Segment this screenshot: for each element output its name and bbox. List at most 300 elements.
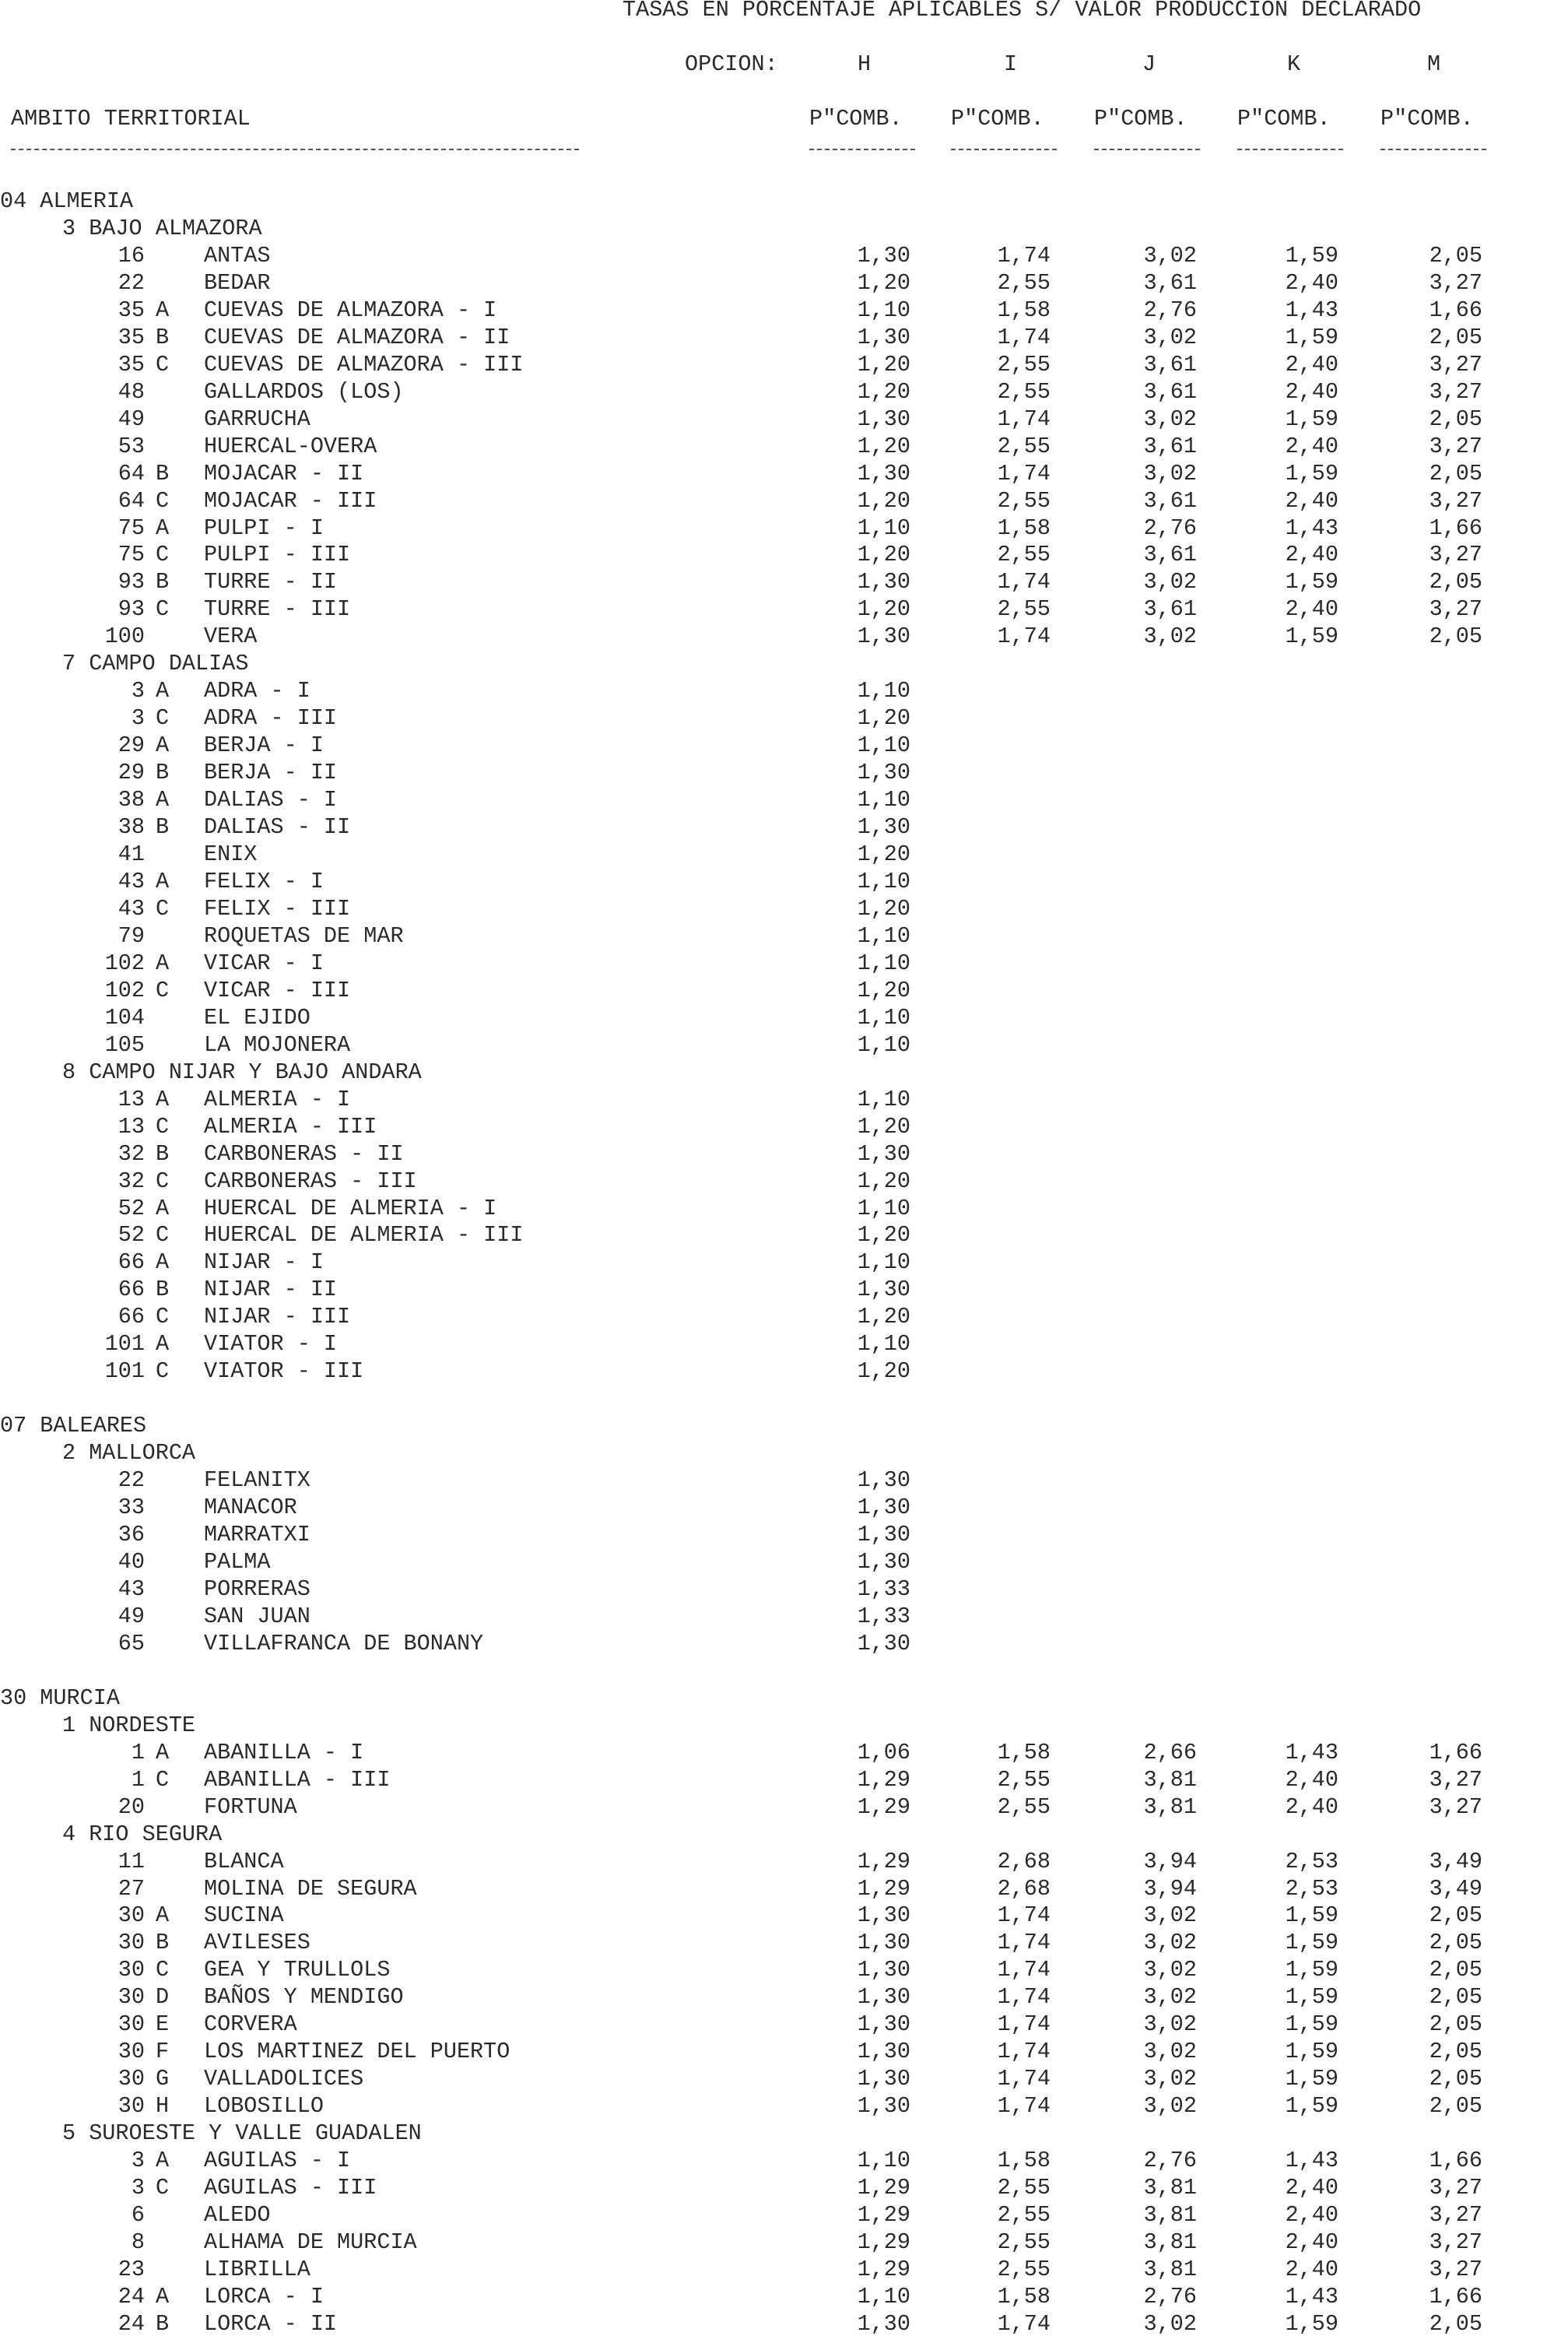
municipality-name: ALEDO [204,2202,271,2229]
municipality-code: 30 [118,1984,145,2011]
rate-value-i: 2,55 [997,378,1051,405]
zone-letter: C [156,487,170,514]
rate-value-j: 3,02 [1143,242,1197,269]
municipality-name: CUEVAS DE ALMAZORA - I [204,297,497,323]
province-heading: 04 ALMERIA [0,188,134,214]
municipality-name: VIATOR - III [204,1358,364,1385]
municipality-name: NIJAR - I [204,1249,324,1276]
rate-value-k: 1,59 [1285,624,1338,650]
municipality-code: 1 [131,1739,145,1765]
municipality-name: BAÑOS Y MENDIGO [204,1984,404,2011]
rate-value-k: 1,59 [1285,2066,1338,2092]
municipality-code: 66 [118,1249,145,1276]
rate-value-j: 3,81 [1143,2202,1197,2229]
rate-value-h: 1,06 [857,1739,910,1765]
municipality-code: 30 [118,1957,145,1983]
municipality-code: 102 [104,950,145,976]
rate-value-j: 3,02 [1143,569,1197,595]
subheader-i: P"COMB. [951,106,1044,132]
municipality-name: EL EJIDO [204,1004,310,1031]
rate-value-m: 3,27 [1429,2175,1482,2201]
municipality-name: CUEVAS DE ALMAZORA - II [204,324,510,350]
zone-letter: C [156,1222,170,1249]
rate-value-h: 1,30 [857,406,910,432]
municipality-name: FELIX - I [204,869,324,894]
rate-value-k: 1,59 [1285,1957,1338,1983]
rate-value-i: 1,74 [997,1930,1051,1956]
municipality-name: HUERCAL-OVERA [204,433,377,459]
municipality-name: ABANILLA - III [204,1766,391,1793]
rate-value-m: 3,49 [1429,1875,1482,1902]
rate-value-k: 2,40 [1285,2229,1338,2255]
rate-value-h: 1,10 [857,1004,910,1031]
rate-value-m: 3,27 [1429,542,1482,568]
municipality-name: PALMA [204,1549,271,1575]
zone-letter: A [156,515,170,541]
rate-value-m: 2,05 [1429,2066,1482,2092]
municipality-code: 32 [118,1168,145,1194]
rate-value-h: 1,30 [857,2011,910,2038]
zone-letter: B [156,460,170,487]
rate-value-j: 3,02 [1143,1902,1197,1929]
municipality-code: 93 [118,596,145,623]
rate-value-j: 3,61 [1143,433,1197,459]
municipality-code: 30 [118,2039,145,2065]
rate-value-h: 1,20 [857,269,910,296]
option-m: M [1427,51,1441,77]
rate-value-h: 1,10 [857,1195,910,1221]
municipality-name: ADRA - I [204,678,310,704]
rate-value-h: 1,29 [857,1766,910,1793]
rate-value-h: 1,30 [857,1930,910,1956]
rate-value-h: 1,10 [857,515,910,541]
municipality-code: 30 [118,2066,145,2092]
zone-letter: A [156,1195,170,1221]
municipality-name: ALHAMA DE MURCIA [204,2229,417,2255]
subheader-h: P"COMB. [809,106,903,132]
rate-value-m: 1,66 [1429,2283,1482,2310]
rate-value-j: 2,76 [1143,515,1197,541]
rate-value-m: 3,27 [1429,487,1482,514]
municipality-code: 30 [118,2011,145,2038]
municipality-code: 30 [118,2093,145,2120]
rate-value-j: 3,94 [1143,1848,1197,1874]
rate-value-h: 1,30 [857,1630,910,1656]
municipality-name: AVILESES [204,1930,310,1956]
rate-value-j: 3,61 [1143,487,1197,514]
rate-value-h: 1,30 [857,1549,910,1575]
municipality-code: 49 [118,1603,145,1629]
rate-value-m: 3,27 [1429,2229,1482,2255]
municipality-name: LORCA - I [204,2283,324,2310]
municipality-code: 3 [131,678,145,704]
zone-letter: A [156,732,170,759]
municipality-code: 52 [118,1195,145,1221]
rate-value-j: 3,02 [1143,324,1197,350]
rate-value-h: 1,20 [857,542,910,568]
municipality-name: LORCA - II [204,2310,338,2337]
zone-letter: A [156,1902,170,1929]
rate-value-i: 1,74 [997,324,1051,350]
zone-letter: B [156,2310,170,2337]
municipality-name: VIATOR - I [204,1331,338,1358]
col-j-underline [1094,149,1200,150]
municipality-name: MARRATXI [204,1522,310,1548]
rate-value-m: 1,66 [1429,515,1482,541]
municipality-code: 32 [118,1140,145,1167]
rate-value-j: 3,61 [1143,542,1197,568]
municipality-code: 35 [118,297,145,323]
rate-value-h: 1,29 [857,2256,910,2282]
comarca-heading: 7 CAMPO DALIAS [62,651,249,677]
rate-value-i: 1,74 [997,2011,1051,2038]
rate-value-m: 2,05 [1429,569,1482,595]
rate-value-m: 3,27 [1429,2256,1482,2282]
rate-value-k: 1,59 [1285,242,1338,269]
municipality-name: PULPI - I [204,515,324,541]
zone-letter: C [156,351,170,378]
municipality-name: BERJA - I [204,732,324,759]
municipality-name: VALLADOLICES [204,2066,364,2092]
comarca-heading: 2 MALLORCA [62,1440,196,1467]
rate-value-k: 2,53 [1285,1848,1338,1874]
rate-value-h: 1,10 [857,297,910,323]
rate-value-h: 1,29 [857,1875,910,1902]
comarca-heading: 8 CAMPO NIJAR Y BAJO ANDARA [62,1059,422,1085]
rate-value-h: 1,10 [857,678,910,704]
rate-value-i: 1,74 [997,569,1051,595]
municipality-name: VILLAFRANCA DE BONANY [204,1630,484,1656]
municipality-code: 27 [118,1875,145,1902]
rate-value-k: 2,40 [1285,2256,1338,2282]
rate-value-i: 1,74 [997,1902,1051,1929]
zone-letter: C [156,542,170,568]
rate-value-i: 2,55 [997,542,1051,568]
rate-value-k: 1,59 [1285,2011,1338,2038]
rate-value-h: 1,30 [857,624,910,650]
rate-value-h: 1,30 [857,1467,910,1494]
rate-value-m: 3,27 [1429,378,1482,405]
zone-letter: A [156,2283,170,2310]
municipality-name: VERA [204,624,258,650]
rate-value-i: 2,68 [997,1848,1051,1874]
rate-value-m: 2,05 [1429,1957,1482,1983]
zone-letter: A [156,869,170,894]
municipality-name: ENIX [204,841,258,868]
municipality-code: 66 [118,1277,145,1303]
rate-value-h: 1,20 [857,378,910,405]
comarca-heading: 5 SUROESTE Y VALLE GUADALEN [62,2120,422,2147]
document-title: TASAS EN PORCENTAJE APLICABLES S/ VALOR PRODUCCION DECLARADO [623,0,1422,23]
rate-value-i: 1,74 [997,460,1051,487]
municipality-name: MOJACAR - II [204,460,364,487]
rate-value-h: 1,20 [857,1358,910,1385]
rate-value-h: 1,30 [857,1495,910,1521]
rate-value-h: 1,30 [857,324,910,350]
rate-value-i: 1,74 [997,1984,1051,2011]
zone-letter: B [156,1140,170,1167]
rate-value-m: 2,05 [1429,2011,1482,2038]
rate-value-h: 1,30 [857,1957,910,1983]
rate-value-i: 1,74 [997,2039,1051,2065]
municipality-code: 13 [118,1086,145,1112]
zone-letter: A [156,1331,170,1358]
rate-value-j: 2,76 [1143,297,1197,323]
municipality-code: 41 [118,841,145,868]
rate-value-j: 2,76 [1143,2148,1197,2174]
rate-value-j: 2,66 [1143,1739,1197,1765]
rate-value-h: 1,30 [857,569,910,595]
rate-value-j: 3,02 [1143,2011,1197,2038]
rate-value-i: 1,58 [997,1739,1051,1765]
zone-letter: A [156,1086,170,1112]
municipality-code: 53 [118,433,145,459]
municipality-code: 93 [118,569,145,595]
rate-value-k: 1,43 [1285,1739,1338,1765]
municipality-code: 22 [118,1467,145,1494]
municipality-code: 23 [118,2256,145,2282]
municipality-name: MOJACAR - III [204,487,377,514]
zone-letter: A [156,950,170,976]
rate-value-h: 1,10 [857,2148,910,2174]
rate-value-h: 1,20 [857,977,910,1003]
municipality-name: BEDAR [204,269,271,296]
rate-value-k: 1,43 [1285,515,1338,541]
municipality-name: PORRERAS [204,1575,310,1602]
municipality-name: FELANITX [204,1467,310,1494]
zone-letter: A [156,787,170,813]
municipality-code: 35 [118,351,145,378]
municipality-name: MOLINA DE SEGURA [204,1875,417,1902]
rate-value-i: 2,55 [997,2229,1051,2255]
zone-letter: B [156,324,170,350]
municipality-name: LOBOSILLO [204,2093,324,2120]
municipality-name: CUEVAS DE ALMAZORA - III [204,351,524,378]
rate-value-h: 1,29 [857,1848,910,1874]
rate-value-h: 1,20 [857,1304,910,1330]
zone-letter: A [156,1739,170,1765]
col-i-underline [951,149,1057,150]
rate-value-i: 1,74 [997,1957,1051,1983]
municipality-code: 33 [118,1495,145,1521]
rate-value-m: 2,05 [1429,2310,1482,2337]
col-m-underline [1380,149,1486,150]
option-k: K [1287,51,1301,77]
zone-letter: C [156,1304,170,1330]
rate-value-k: 1,59 [1285,1984,1338,2011]
rate-value-i: 2,55 [997,2202,1051,2229]
municipality-name: VICAR - III [204,977,351,1003]
zone-letter: C [156,1358,170,1385]
rate-value-h: 1,20 [857,705,910,732]
municipality-code: 65 [118,1630,145,1656]
zone-letter: C [156,1168,170,1194]
zone-letter: B [156,1277,170,1303]
rate-value-m: 2,05 [1429,406,1482,432]
rate-value-h: 1,30 [857,2093,910,2120]
rate-value-m: 3,27 [1429,1766,1482,1793]
zone-letter: C [156,1957,170,1983]
rate-value-h: 1,29 [857,2202,910,2229]
rate-value-h: 1,10 [857,1086,910,1112]
municipality-name: BERJA - II [204,760,338,786]
rate-value-h: 1,20 [857,487,910,514]
rate-value-k: 2,40 [1285,2202,1338,2229]
municipality-name: AGUILAS - III [204,2175,377,2201]
rate-value-k: 1,59 [1285,2093,1338,2120]
municipality-name: GEA Y TRULLOLS [204,1957,391,1983]
zone-letter: A [156,1249,170,1276]
province-heading: 30 MURCIA [0,1684,120,1711]
rate-value-m: 3,27 [1429,1793,1482,1820]
municipality-name: SAN JUAN [204,1603,310,1629]
municipality-code: 24 [118,2310,145,2337]
rate-value-i: 2,55 [997,596,1051,623]
municipality-name: HUERCAL DE ALMERIA - III [204,1222,524,1249]
rate-value-j: 3,02 [1143,2310,1197,2337]
municipality-name: FELIX - III [204,895,351,922]
rate-value-i: 1,74 [997,2093,1051,2120]
rate-value-k: 1,59 [1285,406,1338,432]
municipality-code: 38 [118,814,145,841]
zone-letter: C [156,1113,170,1140]
rate-value-h: 1,29 [857,2229,910,2255]
rate-value-i: 1,74 [997,242,1051,269]
rate-value-j: 3,81 [1143,1766,1197,1793]
municipality-name: NIJAR - II [204,1277,338,1303]
rate-value-h: 1,20 [857,596,910,623]
rate-value-h: 1,30 [857,1522,910,1548]
rate-value-j: 3,02 [1143,1957,1197,1983]
rate-value-k: 2,40 [1285,433,1338,459]
rate-value-k: 2,40 [1285,351,1338,378]
rate-value-j: 3,94 [1143,1875,1197,1902]
rate-value-k: 2,40 [1285,2175,1338,2201]
rate-value-m: 2,05 [1429,1984,1482,2011]
municipality-name: AGUILAS - I [204,2148,351,2174]
municipality-code: 102 [104,977,145,1003]
municipality-code: 30 [118,1930,145,1956]
column-title: AMBITO TERRITORIAL [11,106,251,132]
rate-value-h: 1,30 [857,1140,910,1167]
municipality-name: MANACOR [204,1495,297,1521]
rate-value-h: 1,10 [857,950,910,976]
rate-value-j: 3,02 [1143,2039,1197,2065]
municipality-name: LOS MARTINEZ DEL PUERTO [204,2039,510,2065]
municipality-code: 79 [118,922,145,949]
rate-value-k: 2,40 [1285,596,1338,623]
municipality-name: CARBONERAS - II [204,1140,404,1167]
rate-value-h: 1,29 [857,2175,910,2201]
rate-value-i: 2,55 [997,2175,1051,2201]
rate-value-h: 1,30 [857,242,910,269]
rate-value-h: 1,30 [857,2310,910,2337]
municipality-name: CARBONERAS - III [204,1168,417,1194]
municipality-code: 8 [131,2229,145,2255]
municipality-name: CORVERA [204,2011,297,2038]
municipality-code: 30 [118,1902,145,1929]
rate-value-j: 3,61 [1143,269,1197,296]
municipality-code: 43 [118,895,145,922]
rate-value-i: 1,58 [997,297,1051,323]
municipality-name: FORTUNA [204,1793,297,1820]
municipality-code: 6 [131,2202,145,2229]
rate-value-k: 2,40 [1285,269,1338,296]
rate-value-h: 1,20 [857,351,910,378]
rate-value-k: 2,53 [1285,1875,1338,1902]
rate-value-h: 1,30 [857,2066,910,2092]
rate-value-m: 2,05 [1429,1930,1482,1956]
rate-value-k: 1,59 [1285,460,1338,487]
rate-value-m: 1,66 [1429,2148,1482,2174]
zone-letter: E [156,2011,170,2038]
municipality-name: ABANILLA - I [204,1739,364,1765]
rate-value-k: 2,40 [1285,1766,1338,1793]
zone-letter: D [156,1984,170,2011]
rate-value-i: 1,74 [997,2310,1051,2337]
rate-value-h: 1,20 [857,895,910,922]
rate-value-k: 1,43 [1285,297,1338,323]
rate-value-h: 1,20 [857,1113,910,1140]
rate-value-j: 3,81 [1143,2256,1197,2282]
zone-letter: H [156,2093,170,2120]
rate-value-h: 1,20 [857,433,910,459]
municipality-code: 13 [118,1113,145,1140]
municipality-name: GALLARDOS (LOS) [204,378,404,405]
municipality-code: 75 [118,542,145,568]
municipality-code: 40 [118,1549,145,1575]
rate-value-i: 1,58 [997,2148,1051,2174]
municipality-code: 3 [131,2175,145,2201]
rate-value-k: 1,43 [1285,2283,1338,2310]
municipality-code: 36 [118,1522,145,1548]
rate-value-m: 3,27 [1429,433,1482,459]
rate-value-m: 2,05 [1429,460,1482,487]
municipality-name: ALMERIA - I [204,1086,351,1112]
zone-letter: B [156,760,170,786]
zone-letter: B [156,569,170,595]
col-h-underline [809,149,915,150]
zone-letter: C [156,1766,170,1793]
province-heading: 07 BALEARES [0,1413,147,1439]
rate-value-j: 3,02 [1143,2066,1197,2092]
option-j: J [1142,51,1156,77]
municipality-code: 38 [118,787,145,813]
municipality-code: 64 [118,460,145,487]
rate-value-h: 1,10 [857,1331,910,1358]
option-label: OPCION: [685,51,778,77]
comarca-heading: 4 RIO SEGURA [62,1821,223,1847]
rate-value-h: 1,30 [857,1902,910,1929]
municipality-code: 22 [118,269,145,296]
municipality-name: VICAR - I [204,950,324,976]
rate-value-h: 1,29 [857,1793,910,1820]
rate-value-k: 2,40 [1285,1793,1338,1820]
rate-value-j: 3,02 [1143,460,1197,487]
zone-letter: B [156,814,170,841]
rate-value-i: 2,55 [997,1793,1051,1820]
municipality-code: 75 [118,515,145,541]
rate-value-m: 3,27 [1429,351,1482,378]
rate-value-i: 2,68 [997,1875,1051,1902]
zone-letter: G [156,2066,170,2092]
rate-value-h: 1,10 [857,732,910,759]
rate-value-i: 2,55 [997,269,1051,296]
rate-value-j: 3,61 [1143,596,1197,623]
rate-value-i: 2,55 [997,1766,1051,1793]
subheader-j: P"COMB. [1094,106,1187,132]
municipality-code: 101 [104,1331,145,1358]
